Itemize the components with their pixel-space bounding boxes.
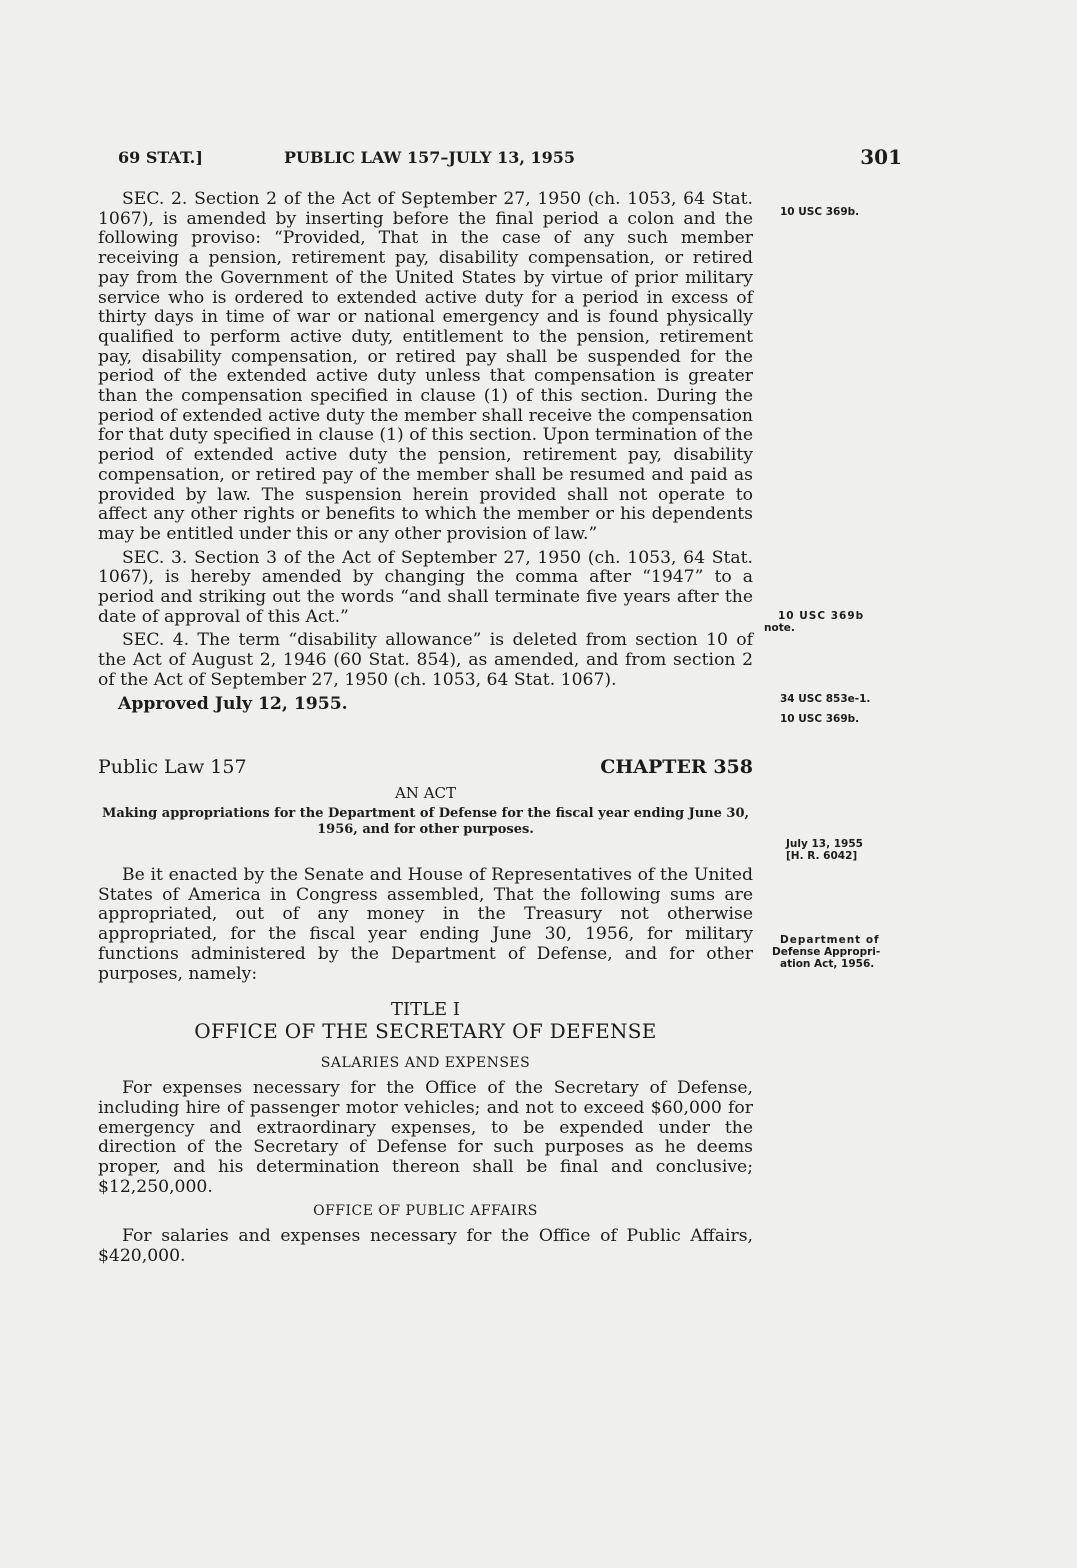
margin-note-usc-2-line2: note. xyxy=(764,622,795,634)
margin-note-bill: [H. R. 6042] xyxy=(786,850,858,862)
section-3-paragraph: SEC. 3. Section 3 of the Act of September 27, 1950 (ch. 1053, 64 Stat. 1067), is hereby amended by changing the comma after “1947” to a period and striking out the words “and shall terminate five years after the date of approval of this Act.” xyxy=(98,547,753,627)
margin-note-usc-3-text: 34 USC 853e-1. xyxy=(780,693,871,705)
section-2-paragraph: SEC. 2. Section 2 of the Act of September 27, 1950 (ch. 1053, 64 Stat. 1067), is amended by inserting before the final period a colon and the following proviso: “Provided, That in the case of any such member receiving a pension, retirement pay, disability compensation, or retired pay from the Government of the United States by virtue of prior military service who is ordered to extended active duty for a period in excess of thirty days in time of war or national emergency and is found physically qualified to perform active duty, entitlement to the pension, retirement pay, disability compensation, or retired pay shall be suspended for the period of the extended active duty unless that compensation is greater than the compensation specified in clause (1) of this section. During the period of extended active duty the member shall receive the compensation for that duty specified in clause (1) of this section. Upon termination of the period of extended active duty the pension, retirement pay, disability compensation, or retired pay of the member shall be resumed and paid as provided by law. The suspension herein provided shall not operate to affect any other rights or benefits to which the member or his dependents may be entitled under this or any other provision of law.” xyxy=(98,189,753,544)
margin-note-act-line3: ation Act, 1956. xyxy=(780,958,875,970)
document-body xyxy=(98,190,753,1271)
margin-note-usc-4-text: 10 USC 369b. xyxy=(780,713,860,725)
salaries-expenses-paragraph: For expenses necessary for the Office of the Secretary of Defense, including hire of passenger motor vehicles; and not to exceed $60,000 for emergency and extraordinary expenses, to be expended under the direction of the Secretary of Defense for such purposes as he deems proper, and his determination thereon shall be final and conclusive; $12,250,000. xyxy=(98,1078,753,1197)
margin-note-usc-1 xyxy=(780,206,859,218)
chapter-number: CHAPTER 358 xyxy=(600,756,753,779)
margin-note-usc-3 xyxy=(780,693,870,705)
act-purpose: Making appropriations for the Department of Defense for the fiscal year ending June 30, 1956, and for other purposes. xyxy=(101,805,750,837)
margin-note-act-line2: Defense Appropri- xyxy=(772,946,881,958)
enacting-clause: Be it enacted by the Senate and House of Representatives of the United States of America in Congress assembled, That the following sums are appropriated, out of any money in the Treasury not otherwise appropriated, for the fiscal year ending June 30, 1956, for military functions administered by the Department of Defense, and for other purposes, namely: xyxy=(98,864,753,984)
margin-note-act-line1: Department of xyxy=(780,934,880,946)
margin-note-usc-4 xyxy=(780,713,859,725)
margin-note-usc-2 xyxy=(764,610,864,634)
title-i-heading: TITLE I xyxy=(390,999,461,1021)
salaries-expenses-heading: SALARIES AND EXPENSES xyxy=(320,1054,531,1071)
margin-note-usc-1-text: 10 USC 369b. xyxy=(780,206,860,218)
office-secretary-heading: OFFICE OF THE SECRETARY OF DEFENSE xyxy=(194,1018,657,1043)
page-header xyxy=(118,145,902,172)
public-law-number: Public Law 157 xyxy=(98,756,247,779)
margin-note-usc-2-line1: 10 USC 369b xyxy=(778,610,865,622)
margin-note-date: July 13, 1955 xyxy=(786,838,863,850)
public-affairs-paragraph: For salaries and expenses necessary for the Office of Public Affairs, $420,000. xyxy=(98,1226,753,1266)
public-affairs-heading: OFFICE OF PUBLIC AFFAIRS xyxy=(313,1202,538,1219)
section-4-paragraph: SEC. 4. The term “disability allowance” is deleted from section 10 of the Act of August 2, 1946 (60 Stat. 854), as amended, and from section 2 of the Act of September 27, 1950 (ch. 1053, 64 Stat. 1067). xyxy=(98,630,753,690)
header-title: PUBLIC LAW 157–JULY 13, 1955 xyxy=(284,148,576,167)
margin-note-date-bill xyxy=(786,838,863,862)
approval-date: Approved July 12, 1955. xyxy=(118,693,348,714)
law-chapter-row xyxy=(98,758,753,784)
margin-note-act-title xyxy=(772,934,880,970)
header-stat-volume: 69 STAT.] xyxy=(118,148,203,167)
page-number: 301 xyxy=(860,145,902,169)
an-act-heading: AN ACT xyxy=(394,784,457,803)
